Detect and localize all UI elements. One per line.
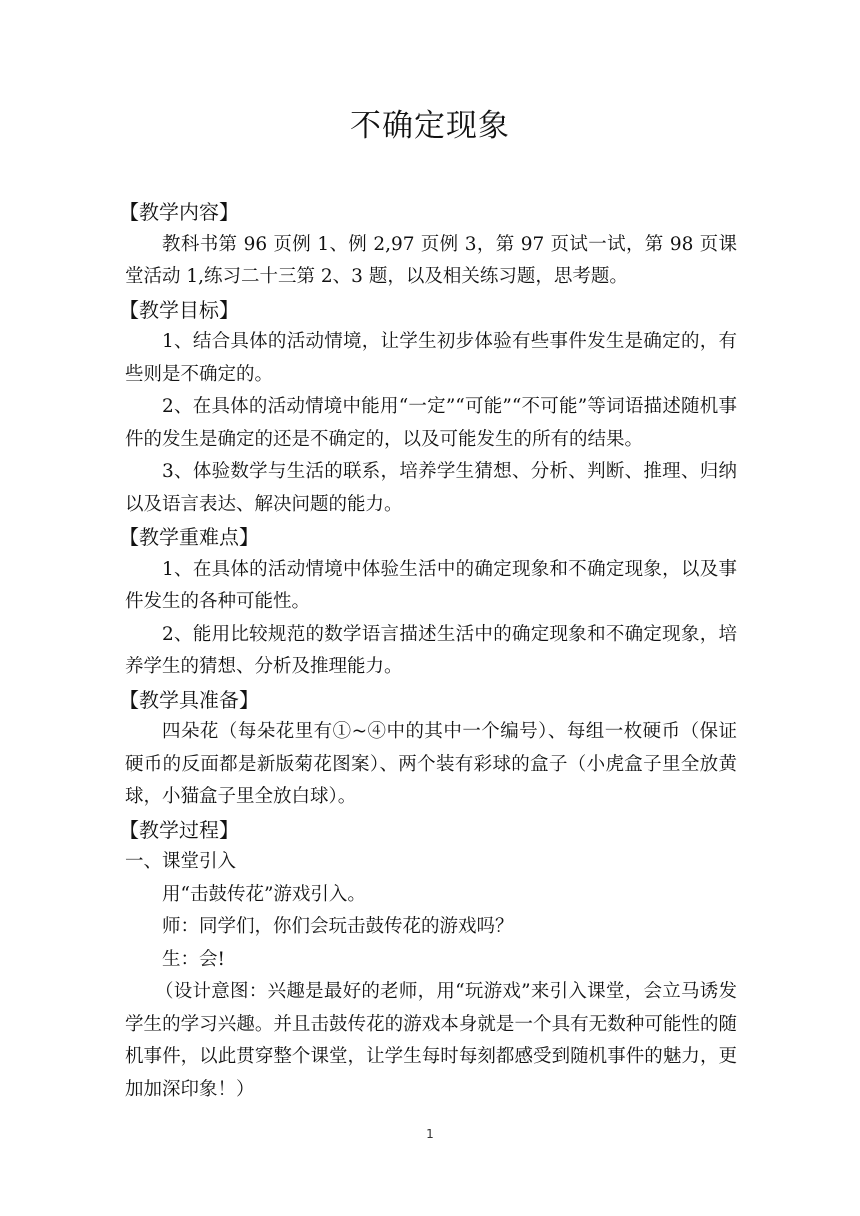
paragraph: 1、结合具体的活动情境，让学生初步体验有些事件发生是确定的，有些则是不确定的。 xyxy=(125,331,737,385)
page-number: 1 xyxy=(426,1127,434,1141)
paragraph: 2、能用比较规范的数学语言描述生活中的确定现象和不确定现象，培养学生的猜想、分析及推理能力。 xyxy=(125,623,737,677)
paragraph: 用“击鼓传花”游戏引入。 xyxy=(162,883,366,905)
page-title: 不确定现象 xyxy=(350,108,510,144)
paragraph: （设计意图：兴趣是最好的老师，用“玩游戏”来引入课堂，会立马诱发学生的学习兴趣。并且击鼓传花的游戏本身就是一个具有无数种可能性的随机事件，以此贯穿整个课堂，让学生每时每刻都感受到随机事件的魅力，更加加深印象！） xyxy=(125,981,737,1100)
paragraph: 3、体验数学与生活的联系，培养学生猜想、分析、判断、推理、归纳以及语言表达、解决问题的能力。 xyxy=(125,461,737,515)
document-body xyxy=(119,196,737,1106)
section-heading-goals: 【教学目标】 xyxy=(119,297,239,322)
paragraph: 1、在具体的活动情境中体验生活中的确定现象和不确定现象，以及事件发生的各种可能性。 xyxy=(125,558,737,612)
paragraph: 教科书第 96 页例 1、例 2,97 页例 3，第 97 页试一试，第 98 页课堂活动 1,练习二十三第 2、3 题，以及相关练习题，思考题。 xyxy=(125,233,737,287)
section-heading-materials: 【教学具准备】 xyxy=(119,687,259,712)
subsection-heading: 一、课堂引入 xyxy=(125,851,237,872)
section-heading-process: 【教学过程】 xyxy=(119,817,239,842)
paragraph: 2、在具体的活动情境中能用“一定”“可能”“不可能”等词语描述随机事件的发生是确定的还是不确定的，以及可能发生的所有的结果。 xyxy=(125,396,737,450)
paragraph: 师：同学们，你们会玩击鼓传花的游戏吗？ xyxy=(162,916,514,937)
paragraph: 生：会! xyxy=(162,948,225,970)
paragraph: 四朵花（每朵花里有①~④中的其中一个编号）、每组一枚硬币（保证硬币的反面都是新版菊花图案）、两个装有彩球的盒子（小虎盒子里全放黄球，小猫盒子里全放白球）。 xyxy=(125,721,737,807)
section-heading-content: 【教学内容】 xyxy=(119,200,239,224)
section-heading-keypoints: 【教学重难点】 xyxy=(119,525,259,549)
